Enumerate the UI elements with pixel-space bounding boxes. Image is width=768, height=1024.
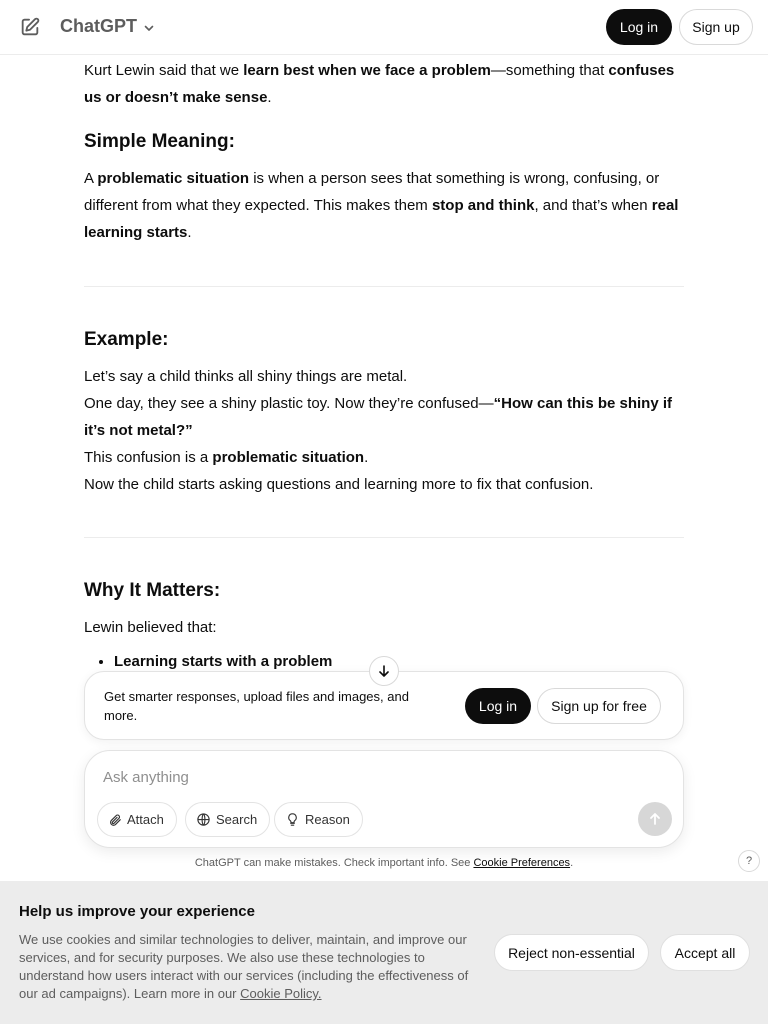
example-line: Let’s say a child thinks all shiny things are metal. [84,368,408,385]
list-item: • Learning starts with a problem [114,648,684,675]
help-button[interactable]: ? [738,850,760,872]
promo-text: Get smarter responses, upload files and images, and more. [104,689,409,723]
model-name-label: ChatGPT [60,16,138,36]
cookie-title: Help us improve your experience [19,903,255,920]
simple-meaning-paragraph: A problematic situation is when a person sees that something is wrong, confusing, or different from what they expected. This makes them stop and think, and that’s when real learning starts. [84,170,679,241]
arrow-up-icon [648,812,662,826]
paperclip-icon [108,813,122,827]
reason-label: Reason [305,812,350,827]
header-login-button[interactable]: Log in [606,9,672,45]
search-button[interactable] [185,802,270,837]
cookie-policy-link[interactable]: Cookie Policy. [240,986,322,1001]
promo-login-button[interactable]: Log in [465,688,531,724]
attach-button[interactable] [97,802,177,837]
globe-icon [196,812,211,827]
example-heading: Example: [84,329,169,350]
send-button[interactable] [638,802,672,836]
search-label: Search [216,812,258,827]
cookie-preferences-link[interactable]: Cookie Preferences [473,857,571,869]
prompt-input[interactable] [103,765,643,789]
example-line: This confusion is a problematic situation. [84,449,369,466]
example-line: Now the child starts asking questions and learning more to fix that confusion. [84,476,594,493]
scroll-down-button[interactable] [369,656,399,686]
assistant-message [84,56,684,675]
simple-meaning-heading: Simple Meaning: [84,131,235,152]
section-divider [84,286,684,287]
accept-all-button[interactable]: Accept all [660,934,750,971]
cookie-body: We use cookies and similar technologies to deliver, maintain, and improve our services, and for security purposes. We also use these technologies to understand how users interact with our services (including the effectiveness of our ad campaigns). Learn more in our Cookie Policy. [19,932,469,1001]
top-bar [0,0,768,55]
intro-paragraph: Kurt Lewin said that we learn best when we face a problem—something that confuses us or doesn’t make sense. [84,62,675,106]
model-selector[interactable] [60,16,155,37]
lightbulb-icon [285,812,300,827]
header-signup-button[interactable]: Sign up [679,9,753,45]
cookie-banner [0,881,768,1024]
new-chat-icon[interactable] [19,16,41,38]
why-heading: Why It Matters: [84,580,221,601]
example-line: One day, they see a shiny plastic toy. Now they’re confused—“How can this be shiny if it’s not metal?” [84,395,673,439]
reason-button[interactable] [274,802,363,837]
arrow-down-icon [377,664,391,678]
section-divider [84,537,684,538]
reject-non-essential-button[interactable]: Reject non-essential [494,934,649,971]
composer [84,750,684,848]
why-intro: Lewin believed that: [84,619,217,636]
chevron-down-icon [143,22,155,34]
disclaimer: ChatGPT can make mistakes. Check important info. See Cookie Preferences. [194,857,574,869]
attach-label: Attach [127,812,164,827]
promo-signup-button[interactable]: Sign up for free [537,688,661,724]
